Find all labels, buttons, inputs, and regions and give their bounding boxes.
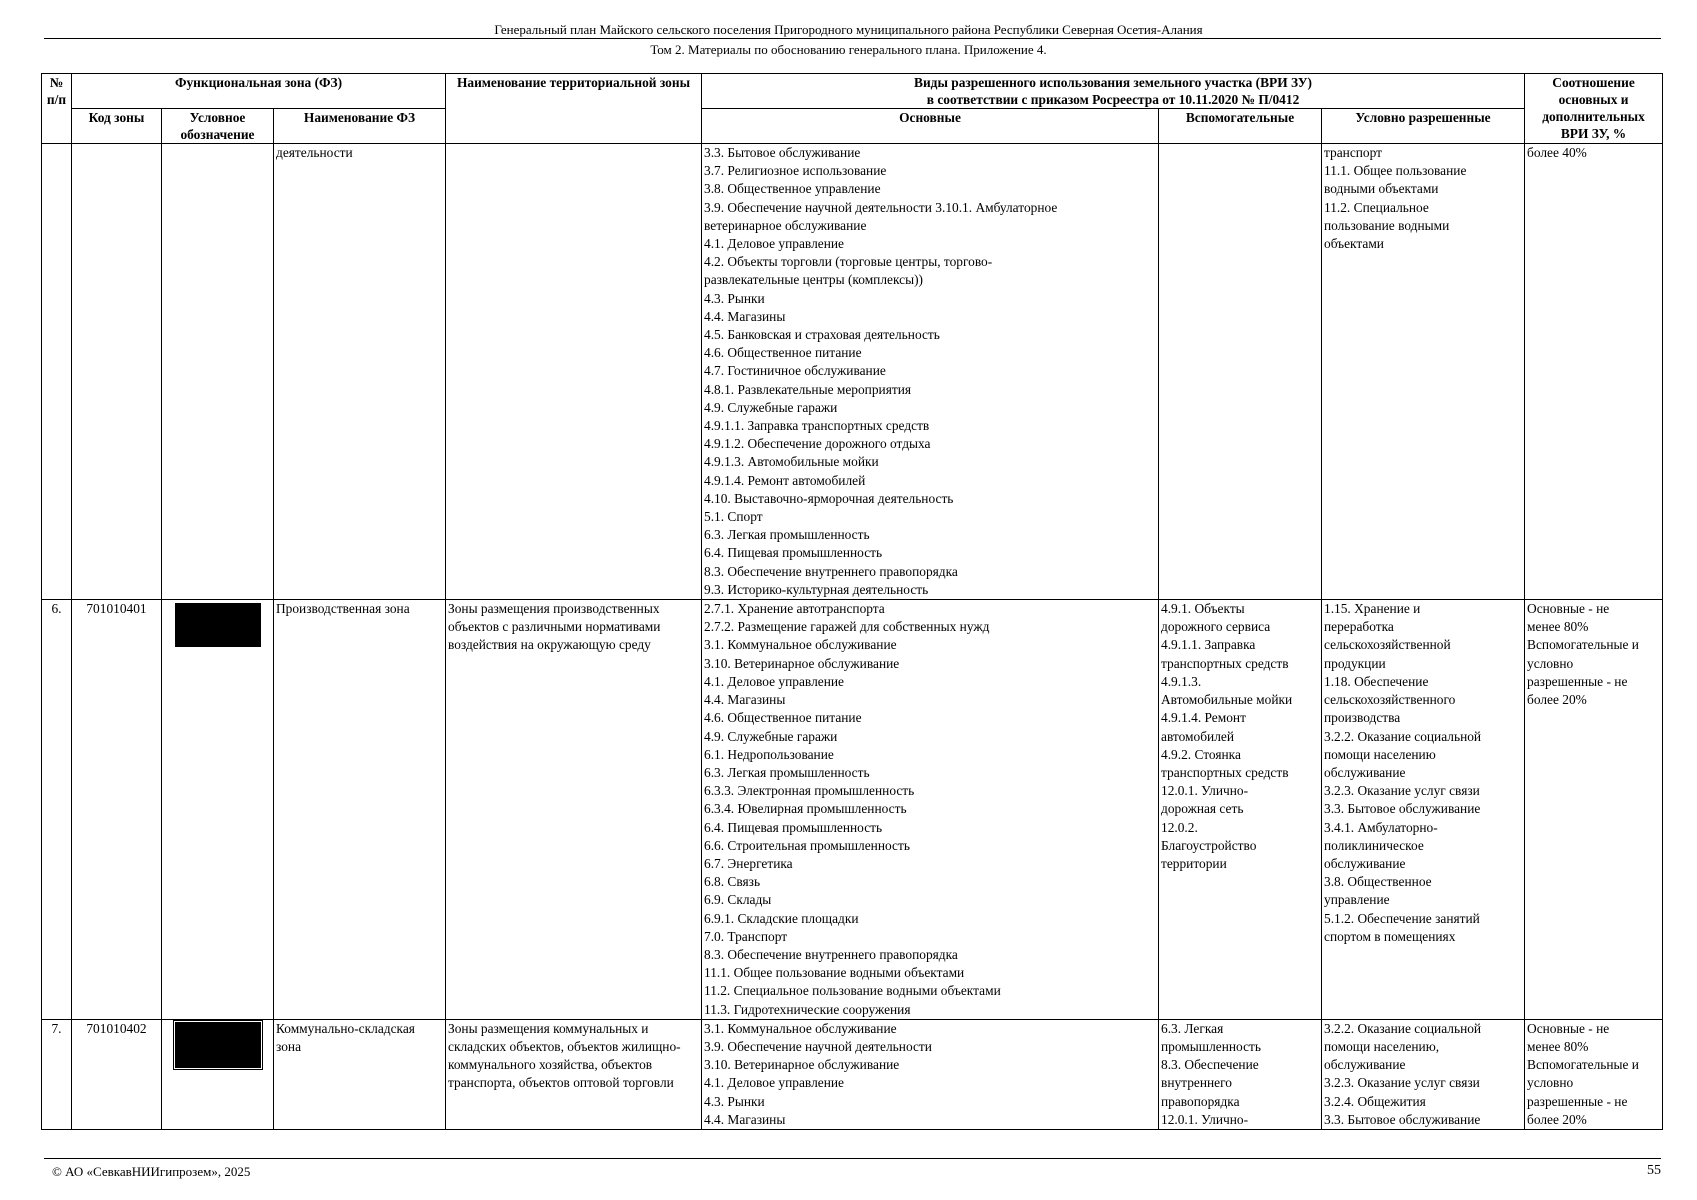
land-use-table [41, 73, 1663, 1130]
vri-main-line: 11.2. Специальное пользование водными объектами [704, 983, 1001, 999]
vri-main-line: 4.4. Магазины [704, 1111, 786, 1127]
zone-symbol [162, 1019, 274, 1129]
vri-conditional-line: помощи населению, [1324, 1038, 1440, 1054]
vri-main-line: 3.8. Общественное управление [704, 181, 881, 197]
vri-main-line: 3.9. Обеспечение научной деятельности [704, 1038, 932, 1054]
vri-auxiliary-line: 4.9.2. Стоянка [1161, 746, 1241, 762]
vri-main-line: 2.7.1. Хранение автотранспорта [704, 601, 885, 617]
vri-main-line: 8.3. Обеспечение внутреннего правопорядка [704, 563, 958, 579]
vri-conditional-line: переработка [1324, 619, 1394, 635]
vri-main-line: 3.3. Бытовое обслуживание [704, 145, 861, 160]
vri-conditional-line: обслуживание [1324, 764, 1406, 780]
vri-conditional-line: 11.2. Специальное [1324, 199, 1429, 215]
vri-ratio-line: Вспомогательные и [1527, 637, 1639, 653]
vri-auxiliary-line: 4.9.1.1. Заправка [1161, 637, 1256, 653]
territorial-zone-text: Зоны размещения коммунальных и складских объектов, объектов жилищно-коммунального хозяйства, объектов транспорта, объектов оптовой торговли [448, 1020, 681, 1091]
vri-conditional-line: обслуживание [1324, 1057, 1406, 1073]
header-ratio: Соотношение основных и дополнительных ВРИ ЗУ, % [1525, 74, 1663, 144]
vri-main-line: 4.2. Объекты торговли (торговые центры, торгово- [704, 254, 993, 270]
vri-auxiliary [1159, 600, 1322, 1020]
vri-auxiliary-line: 6.3. Легкая [1161, 1020, 1224, 1036]
header-auxiliary: Вспомогательные [1159, 109, 1322, 144]
vri-main-line: 11.3. Гидротехнические сооружения [704, 1001, 911, 1017]
zone-code [72, 600, 162, 1020]
vri-main-line: 9.3. Историко-культурная деятельность [704, 581, 929, 597]
vri-conditional-line: 3.3. Бытовое обслуживание [1324, 1111, 1481, 1127]
vri-main-line: 3.10. Ветеринарное обслуживание [704, 1057, 900, 1073]
vri-auxiliary-line: транспортных средств [1161, 655, 1289, 671]
vri-ratio-line: менее 80% [1527, 619, 1589, 635]
vri-conditional-line: водными объектами [1324, 181, 1439, 197]
header-divider [44, 38, 1661, 39]
vri-main-line: 4.3. Рынки [704, 1093, 765, 1109]
vri-main-line: 6.4. Пищевая промышленность [704, 545, 883, 561]
page-number: 55 [1647, 1163, 1661, 1178]
vri-conditional-line: 3.2.2. Оказание социальной [1324, 1020, 1482, 1036]
vri-main [702, 1019, 1159, 1129]
vri-auxiliary-line: 12.0.1. Улично- [1161, 1111, 1249, 1127]
vri-conditional-line: 3.2.3. Оказание услуг связи [1324, 1075, 1480, 1091]
table-row [42, 1019, 1663, 1129]
vri-conditional-line: 5.1.2. Обеспечение занятий [1324, 910, 1480, 926]
row-number [42, 1019, 72, 1129]
vri-conditional-line: 11.1. Общее пользование [1324, 163, 1467, 179]
territorial-zone [446, 1019, 702, 1129]
vri-main-line: 4.8.1. Развлекательные мероприятия [704, 381, 912, 397]
vri-conditional [1322, 1019, 1525, 1129]
vri-main-line: 4.4. Магазины [704, 692, 786, 708]
vri-ratio-line: разрешенные - не [1527, 673, 1628, 689]
zone-code-text: 701010402 [86, 1020, 147, 1036]
vri-main-line: 6.6. Строительная промышленность [704, 837, 910, 853]
header-conditional: Условно разрешенные [1322, 109, 1525, 144]
vri-conditional-line: производства [1324, 710, 1401, 726]
vri-main-line: 6.4. Пищевая промышленность [704, 819, 883, 835]
table-header-row-2 [42, 109, 1663, 144]
fz-name-text: деятельности [276, 145, 353, 160]
vri-conditional-line: 3.2.4. Общежития [1324, 1093, 1426, 1109]
vri-main-line: 3.10. Ветеринарное обслуживание [704, 655, 900, 671]
territorial-zone-text: Зоны размещения производственных объектов с различными нормативами воздействия на окружающую среду [448, 601, 661, 653]
vri-auxiliary-line: 4.9.1.4. Ремонт [1161, 710, 1246, 726]
row-number [42, 144, 72, 600]
vri-auxiliary [1159, 144, 1322, 600]
vri-conditional-line: 3.4.1. Амбулаторно- [1324, 819, 1438, 835]
header-symbol: Условное обозначение [162, 109, 274, 144]
vri-main-line: 3.1. Коммунальное обслуживание [704, 1020, 897, 1036]
vri-conditional [1322, 144, 1525, 600]
vri-auxiliary [1159, 1019, 1322, 1129]
vri-auxiliary-line: дорожная сеть [1161, 801, 1244, 817]
vri-auxiliary-line: 8.3. Обеспечение [1161, 1057, 1259, 1073]
vri-main-line: 4.1. Деловое управление [704, 673, 844, 689]
vri-ratio-line: менее 80% [1527, 1038, 1589, 1054]
vri-main [702, 600, 1159, 1020]
fz-name [274, 1019, 446, 1129]
territorial-zone [446, 144, 702, 600]
vri-main-line: 4.6. Общественное питание [704, 710, 862, 726]
vri-main-line: 3.9. Обеспечение научной деятельности 3.10.1. Амбулаторное [704, 199, 1058, 215]
vri-conditional-line: 3.8. Общественное [1324, 874, 1432, 890]
vri-ratio-line: более 20% [1527, 692, 1587, 708]
vri-conditional-line: поликлиническое [1324, 837, 1424, 853]
table-row [42, 600, 1663, 1020]
vri-main-line: 4.9.1.4. Ремонт автомобилей [704, 472, 866, 488]
vri-ratio-line: Основные - не [1527, 1020, 1610, 1036]
vri-conditional-line: продукции [1324, 655, 1386, 671]
vri-main-line: 6.9.1. Складские площадки [704, 910, 859, 926]
footer-copyright: © АО «СевкавНИИгипрозем», 2025 [52, 1164, 251, 1179]
zone-symbol [162, 144, 274, 600]
zone-code [72, 144, 162, 600]
vri-ratio [1525, 600, 1663, 1020]
vri-auxiliary-line: дорожного сервиса [1161, 619, 1271, 635]
vri-ratio-line: Основные - не [1527, 601, 1610, 617]
vri-auxiliary-line: Автомобильные мойки [1161, 692, 1293, 708]
fz-name-text: Производственная зона [276, 601, 410, 617]
vri-main-line: 11.1. Общее пользование водными объектами [704, 965, 965, 981]
vri-conditional-line: 1.18. Обеспечение [1324, 673, 1429, 689]
vri-auxiliary-line: территории [1161, 855, 1227, 871]
zone-symbol-swatch [176, 1023, 260, 1067]
vri-main-line: 4.9.1.3. Автомобильные мойки [704, 454, 879, 470]
vri-main-line: 6.3. Легкая промышленность [704, 527, 870, 543]
vri-conditional-line: пользование водными [1324, 217, 1450, 233]
vri-ratio [1525, 1019, 1663, 1129]
vri-main-line: 3.1. Коммунальное обслуживание [704, 637, 897, 653]
footer-divider [44, 1158, 1661, 1159]
vri-conditional-line: спортом в помещениях [1324, 928, 1456, 944]
vri-ratio-line: более 40% [1527, 145, 1587, 160]
vri-main-line: 6.3.3. Электронная промышленность [704, 783, 915, 799]
vri-main-line: развлекательные центры (комплексы)) [704, 272, 923, 288]
vri-main-line: 4.9.1.2. Обеспечение дорожного отдыха [704, 436, 931, 452]
table-header-row-1 [42, 74, 1663, 109]
vri-auxiliary-line: автомобилей [1161, 728, 1234, 744]
header-main: Основные [702, 109, 1159, 144]
vri-main-line: 4.9.1.1. Заправка транспортных средств [704, 418, 930, 434]
vri-main-line: ветеринарное обслуживание [704, 217, 867, 233]
vri-conditional-line: 3.2.3. Оказание услуг связи [1324, 783, 1480, 799]
zone-code [72, 1019, 162, 1129]
header-vri-group [702, 74, 1525, 109]
document-header-title: Генеральный план Майского сельского поселения Пригородного муниципального района Республики Северная Осетия-Алания [494, 22, 1203, 37]
fz-name [274, 144, 446, 600]
row-number-text: 7. [51, 1020, 62, 1036]
header-zone-code: Код зоны [72, 109, 162, 144]
vri-main-line: 6.9. Склады [704, 892, 772, 908]
vri-main-line: 6.1. Недропользование [704, 746, 834, 762]
vri-conditional-line: объектами [1324, 236, 1384, 252]
vri-ratio-line: условно [1527, 1075, 1574, 1091]
row-number [42, 600, 72, 1020]
vri-auxiliary-line: 4.9.1.3. [1161, 673, 1202, 689]
table-row [42, 144, 1663, 600]
vri-conditional [1322, 600, 1525, 1020]
vri-auxiliary-line: 12.0.2. [1161, 819, 1198, 835]
vri-auxiliary-line: внутреннего [1161, 1075, 1232, 1091]
vri-main-line: 4.3. Рынки [704, 290, 765, 306]
vri-main-line: 2.7.2. Размещение гаражей для собственных нужд [704, 619, 990, 635]
vri-auxiliary-line: Благоустройство [1161, 837, 1257, 853]
vri-main-line: 4.5. Банковская и страховая деятельность [704, 327, 940, 343]
vri-conditional-line: 3.3. Бытовое обслуживание [1324, 801, 1481, 817]
zone-symbol-swatch [175, 603, 261, 647]
vri-auxiliary-line: 4.9.1. Объекты [1161, 601, 1245, 617]
vri-auxiliary-line: транспортных средств [1161, 764, 1289, 780]
zone-symbol [162, 600, 274, 1020]
vri-main-line: 4.6. Общественное питание [704, 345, 862, 361]
vri-ratio-line: Вспомогательные и [1527, 1057, 1639, 1073]
header-fz-name: Наименование ФЗ [274, 109, 446, 144]
header-num: № п/п [42, 74, 72, 144]
fz-name-text: Коммунально-складская зона [276, 1020, 415, 1054]
vri-main-line: 5.1. Спорт [704, 509, 763, 525]
vri-conditional-line: сельскохозяйственной [1324, 637, 1451, 653]
vri-main-line: 7.0. Транспорт [704, 928, 788, 944]
vri-main-line: 4.9. Служебные гаражи [704, 728, 838, 744]
header-territorial-zone: Наименование территориальной зоны [446, 74, 702, 144]
vri-ratio-line: разрешенные - не [1527, 1093, 1628, 1109]
vri-conditional-line: транспорт [1324, 145, 1382, 160]
vri-ratio [1525, 144, 1663, 600]
vri-main-line: 8.3. Обеспечение внутреннего правопорядка [704, 946, 958, 962]
vri-main-line: 4.1. Деловое управление [704, 1075, 844, 1091]
header-vri-line1: Виды разрешенного использования земельного участка (ВРИ ЗУ) [914, 75, 1312, 90]
vri-auxiliary-line: правопорядка [1161, 1093, 1240, 1109]
vri-main-line: 4.1. Деловое управление [704, 236, 844, 252]
vri-main-line: 4.4. Магазины [704, 308, 786, 324]
vri-conditional-line: управление [1324, 892, 1390, 908]
document-header-subtitle: Том 2. Материалы по обоснованию генерального плана. Приложение 4. [650, 42, 1047, 57]
vri-main-line: 3.7. Религиозное использование [704, 163, 887, 179]
territorial-zone [446, 600, 702, 1020]
vri-ratio-line: условно [1527, 655, 1574, 671]
vri-main-line: 6.7. Энергетика [704, 855, 793, 871]
vri-main-line: 6.3.4. Ювелирная промышленность [704, 801, 907, 817]
vri-auxiliary-line: 12.0.1. Улично- [1161, 783, 1249, 799]
vri-conditional-line: 1.15. Хранение и [1324, 601, 1421, 617]
vri-conditional-line: помощи населению [1324, 746, 1436, 762]
row-number-text: 6. [51, 601, 62, 617]
vri-main-line: 4.9. Служебные гаражи [704, 399, 838, 415]
vri-auxiliary-line: промышленность [1161, 1038, 1261, 1054]
vri-main-line: 4.10. Выставочно-ярморочная деятельность [704, 490, 954, 506]
zone-code-text: 701010401 [86, 601, 147, 617]
vri-main-line: 6.3. Легкая промышленность [704, 764, 870, 780]
header-fz-group: Функциональная зона (ФЗ) [72, 74, 446, 109]
vri-main-line: 4.7. Гостиничное обслуживание [704, 363, 886, 379]
vri-conditional-line: сельскохозяйственного [1324, 692, 1456, 708]
header-vri-line2: в соответствии с приказом Росреестра от 10.11.2020 № П/0412 [926, 92, 1300, 107]
vri-conditional-line: 3.2.2. Оказание социальной [1324, 728, 1482, 744]
vri-conditional-line: обслуживание [1324, 855, 1406, 871]
vri-main [702, 144, 1159, 600]
vri-main-line: 6.8. Связь [704, 874, 761, 890]
fz-name [274, 600, 446, 1020]
vri-ratio-line: более 20% [1527, 1111, 1587, 1127]
